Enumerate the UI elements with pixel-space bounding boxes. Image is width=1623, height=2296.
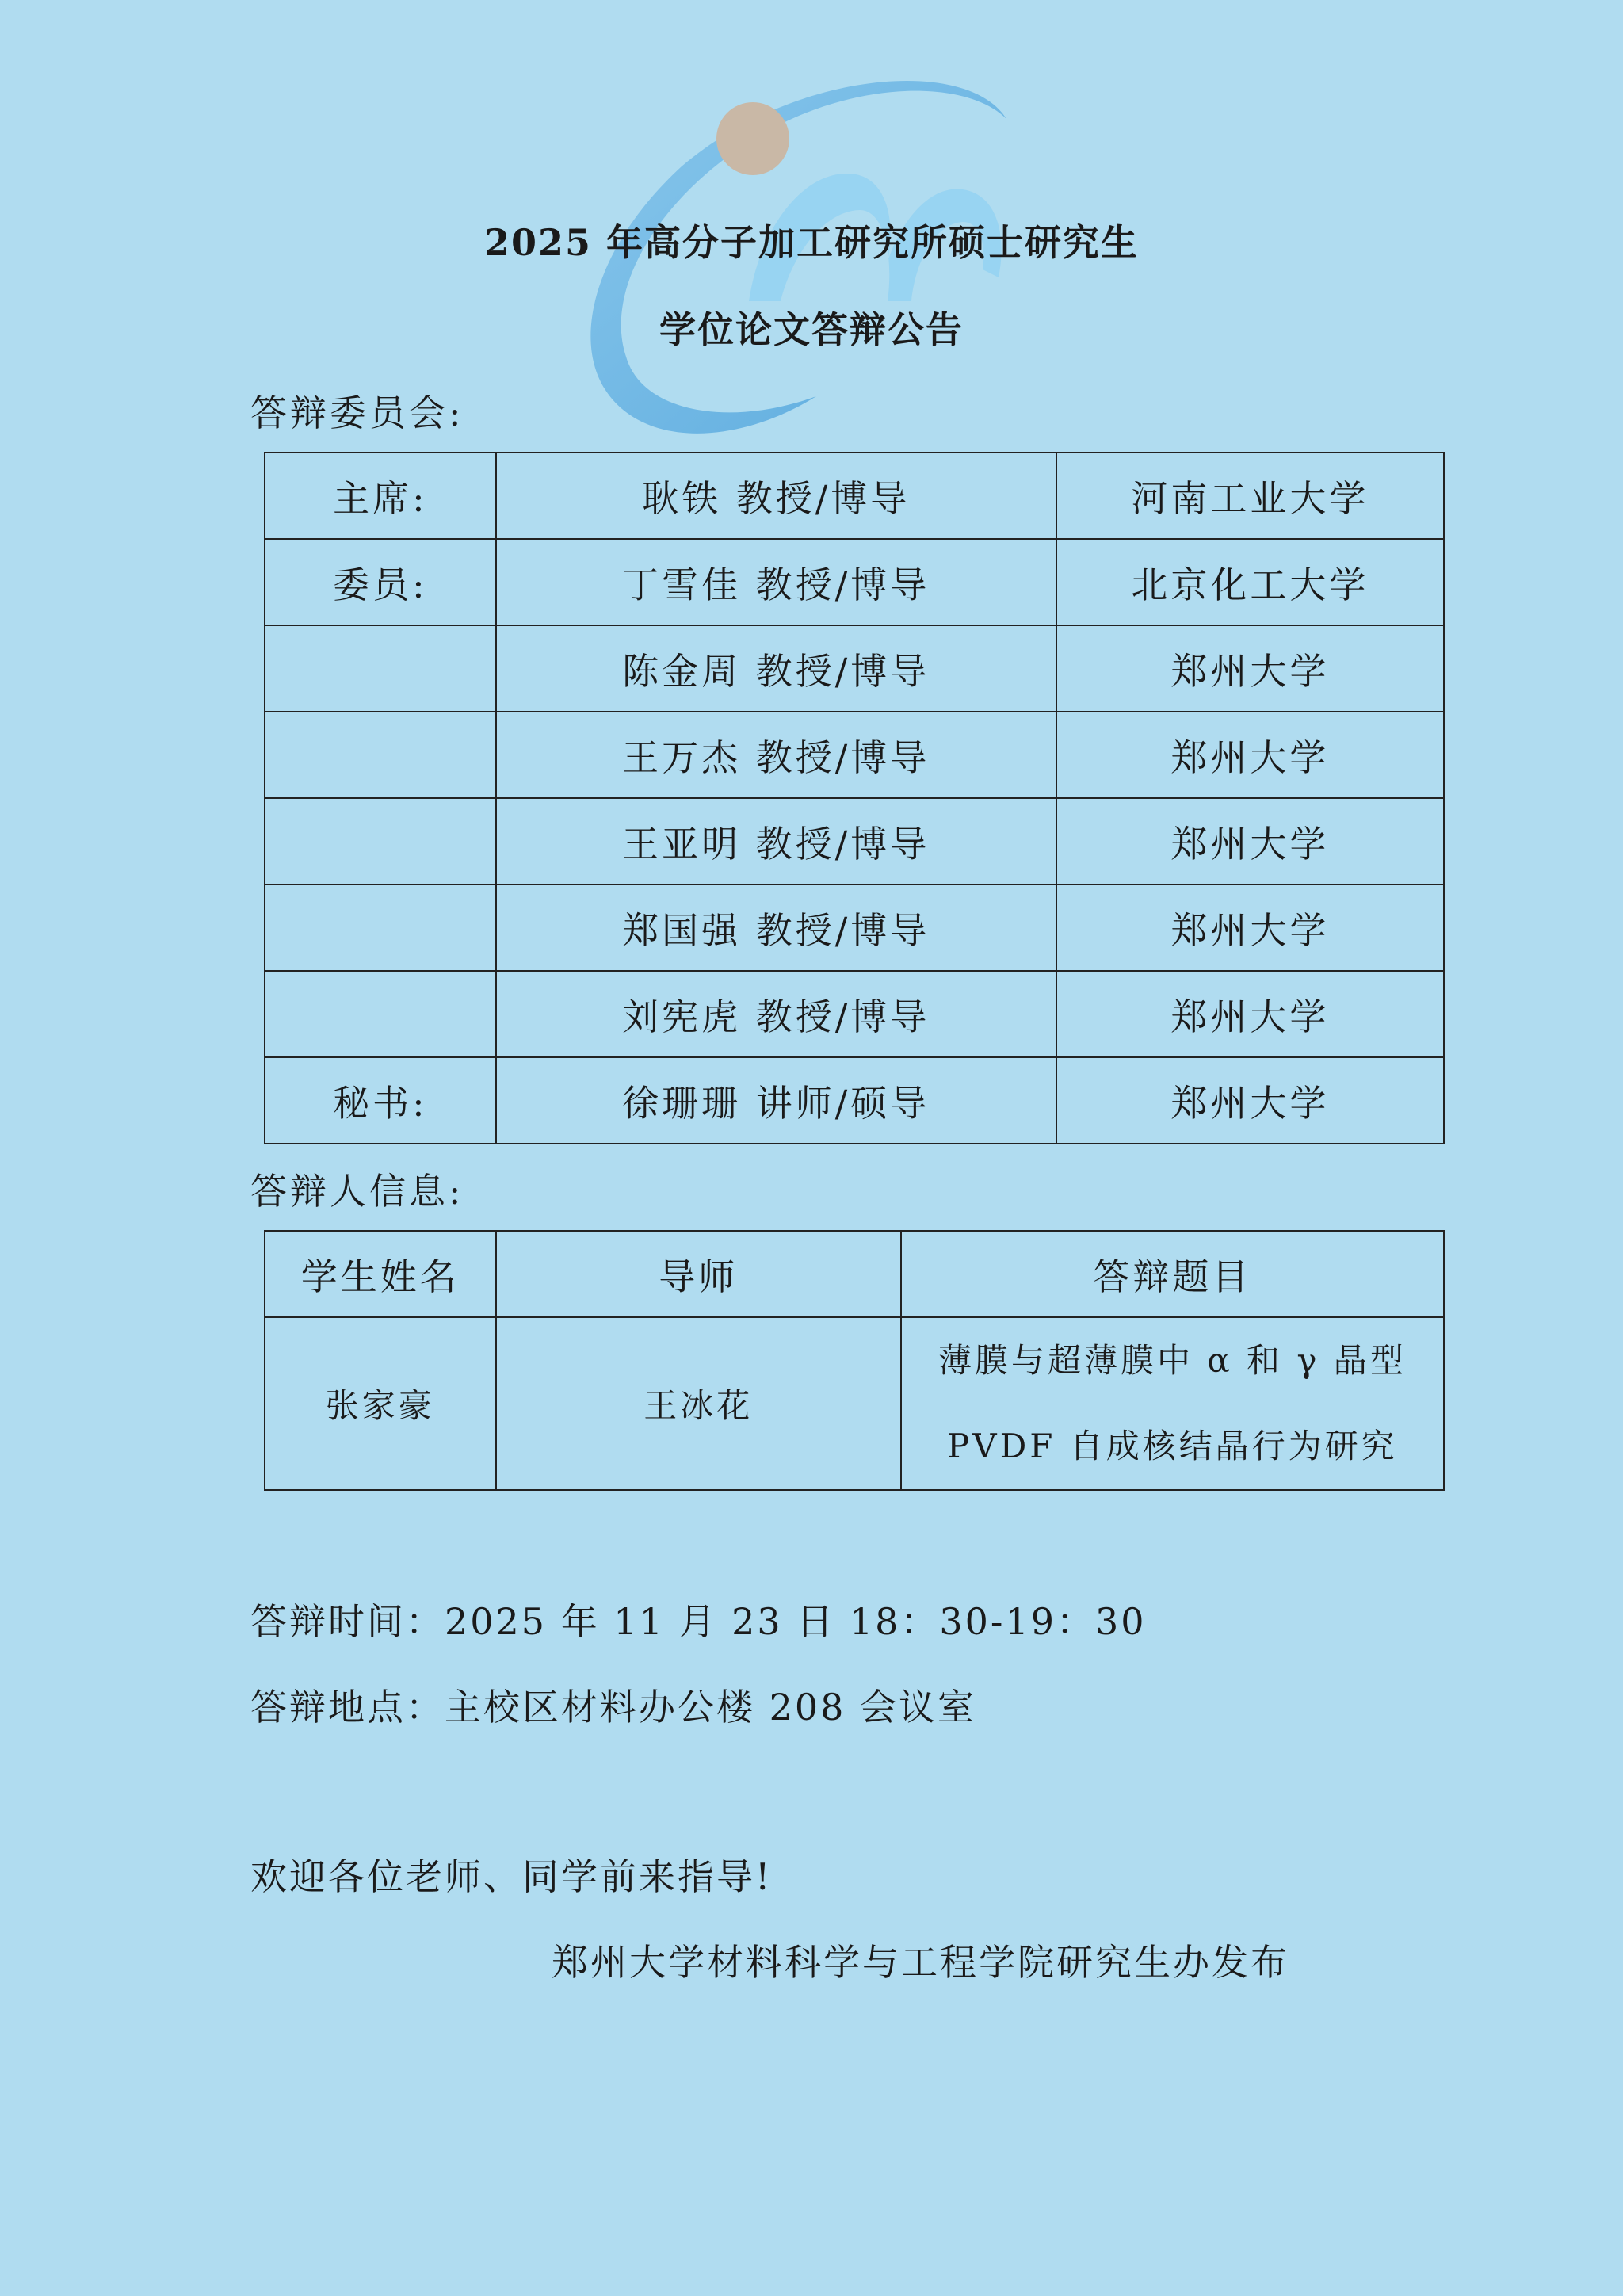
table-row bbox=[265, 453, 1444, 539]
table-row bbox=[265, 1057, 1444, 1144]
committee-unit: 郑州大学 bbox=[1056, 884, 1444, 971]
table-row bbox=[265, 625, 1444, 712]
defense-time: 答辩时间：2025 年 11 月 23 日 18：30-19：30 bbox=[250, 1600, 1147, 1643]
table-row bbox=[265, 1317, 1444, 1490]
committee-unit: 北京化工大学 bbox=[1056, 539, 1444, 625]
header-student-name: 学生姓名 bbox=[265, 1231, 496, 1317]
table-row bbox=[265, 539, 1444, 625]
committee-name: 耿铁 教授/博导 bbox=[496, 453, 1056, 539]
notice-title-line2: 学位论文答辩公告 bbox=[659, 308, 964, 351]
student-table bbox=[264, 1230, 1445, 1491]
table-row bbox=[265, 712, 1444, 798]
committee-unit: 郑州大学 bbox=[1056, 971, 1444, 1057]
committee-role bbox=[265, 798, 496, 884]
committee-role bbox=[265, 884, 496, 971]
table-row bbox=[265, 971, 1444, 1057]
notice-title-line1: 2025 年高分子加工研究所硕士研究生 bbox=[483, 221, 1140, 264]
committee-role: 秘书: bbox=[265, 1057, 496, 1144]
committee-unit: 郑州大学 bbox=[1056, 798, 1444, 884]
thesis-topic-line1: 薄膜与超薄膜中 α 和 γ 晶型 bbox=[938, 1341, 1407, 1380]
committee-role bbox=[265, 971, 496, 1057]
committee-name: 王万杰 教授/博导 bbox=[496, 712, 1056, 798]
welcome-text: 欢迎各位老师、同学前来指导! bbox=[250, 1855, 773, 1898]
header-topic: 答辩题目 bbox=[901, 1231, 1444, 1317]
publisher-signature: 郑州大学材料科学与工程学院研究生办发布 bbox=[552, 1941, 1289, 1984]
committee-label: 答辩委员会: bbox=[250, 392, 464, 434]
committee-unit: 河南工业大学 bbox=[1056, 453, 1444, 539]
committee-name: 陈金周 教授/博导 bbox=[496, 625, 1056, 712]
advisor-name: 王冰花 bbox=[496, 1317, 901, 1490]
committee-unit: 郑州大学 bbox=[1056, 712, 1444, 798]
committee-unit: 郑州大学 bbox=[1056, 625, 1444, 712]
thesis-topic-line2: PVDF 自成核结晶行为研究 bbox=[947, 1427, 1398, 1465]
committee-table bbox=[264, 452, 1445, 1144]
committee-role bbox=[265, 712, 496, 798]
table-row bbox=[265, 884, 1444, 971]
committee-role: 委员: bbox=[265, 539, 496, 625]
committee-name: 刘宪虎 教授/博导 bbox=[496, 971, 1056, 1057]
table-row bbox=[265, 798, 1444, 884]
student-info-label: 答辩人信息: bbox=[250, 1170, 464, 1213]
committee-name: 徐珊珊 讲师/硕导 bbox=[496, 1057, 1056, 1144]
committee-name: 丁雪佳 教授/博导 bbox=[496, 539, 1056, 625]
committee-unit: 郑州大学 bbox=[1056, 1057, 1444, 1144]
student-name: 张家豪 bbox=[265, 1317, 496, 1490]
committee-role: 主席: bbox=[265, 453, 496, 539]
defense-place: 答辩地点：主校区材料办公楼 208 会议室 bbox=[250, 1686, 977, 1729]
committee-role bbox=[265, 625, 496, 712]
student-table-header bbox=[265, 1231, 1444, 1317]
header-advisor: 导师 bbox=[496, 1231, 901, 1317]
committee-name: 王亚明 教授/博导 bbox=[496, 798, 1056, 884]
committee-name: 郑国强 教授/博导 bbox=[496, 884, 1056, 971]
thesis-topic bbox=[901, 1317, 1444, 1490]
